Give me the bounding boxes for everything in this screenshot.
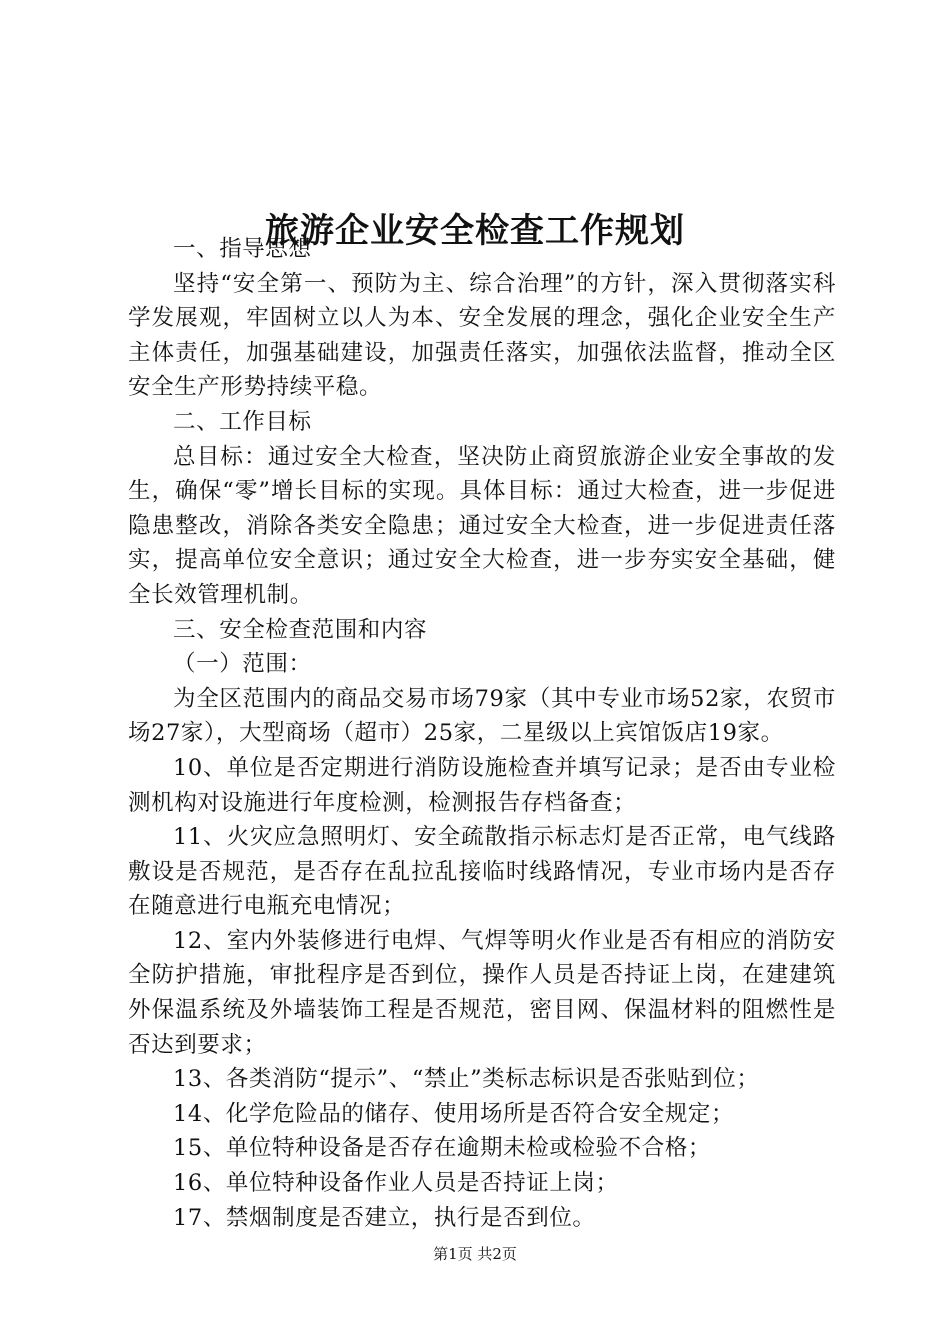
list-item-17: 17、禁烟制度是否建立，执行是否到位。 xyxy=(173,1204,596,1231)
paragraph-guiding-ideology: 坚持“安全第一、预防为主、综合治理”的方针，深入贯彻落实科学发展观，牢固树立以人为本、安全发展的理念，强化企业安全生产主体责任，加强基础建设，加强责任落实，加强依法监督，推动全区安全生产形势持续平稳。 xyxy=(128,270,836,401)
document-title: 旅游企业安全检查工作规划 xyxy=(265,210,685,251)
list-item-13: 13、各类消防“提示”、“禁止”类标志标识是否张贴到位； xyxy=(173,1066,760,1093)
paragraph-work-goals: 总目标：通过安全大检查，坚决防止商贸旅游企业安全事故的发生，确保“零”增长目标的实现。具体目标：通过大检查，进一步促进隐患整改，消除各类安全隐患；通过安全大检查，进一步促进责任落实，提高单位安全意识；通过安全大检查，进一步夯实安全基础，健全长效管理机制。 xyxy=(128,443,836,608)
list-item-12: 12、室内外装修进行电焊、气焊等明火作业是否有相应的消防安全防护措施，审批程序是否到位，操作人员是否持证上岗，在建建筑外保温系统及外墙装饰工程是否规范，密目网、保温材料的阻燃性是否达到要求； xyxy=(128,927,836,1058)
page-number-footer: 第1页 共2页 xyxy=(433,1245,517,1263)
section-heading-guiding-ideology: 一、指导思想 xyxy=(173,236,312,262)
document-body xyxy=(128,232,836,1235)
section-heading-scope-content: 三、安全检查范围和内容 xyxy=(173,616,428,643)
list-item-10: 10、单位是否定期进行消防设施检查并填写记录；是否由专业检测机构对设施进行年度检测，检测报告存档备查； xyxy=(128,754,836,816)
list-item-15: 15、单位特种设备是否存在逾期未检或检验不合格； xyxy=(173,1135,712,1162)
list-item-14: 14、化学危险品的储存、使用场所是否符合安全规定； xyxy=(173,1100,735,1127)
section-heading-work-goals: 二、工作目标 xyxy=(173,408,312,435)
list-item-11: 11、火灾应急照明灯、安全疏散指示标志灯是否正常，电气线路敷设是否规范，是否存在乱拉乱接临时线路情况，专业市场内是否存在随意进行电瓶充电情况； xyxy=(128,824,836,920)
list-item-16: 16、单位特种设备作业人员是否持证上岗； xyxy=(173,1170,619,1197)
subsection-heading-scope: （一）范围： xyxy=(173,651,312,678)
paragraph-scope: 为全区范围内的商品交易市场79家（其中专业市场52家，农贸市场27家），大型商场（超市）25家，二星级以上宾馆饭店19家。 xyxy=(128,685,836,747)
